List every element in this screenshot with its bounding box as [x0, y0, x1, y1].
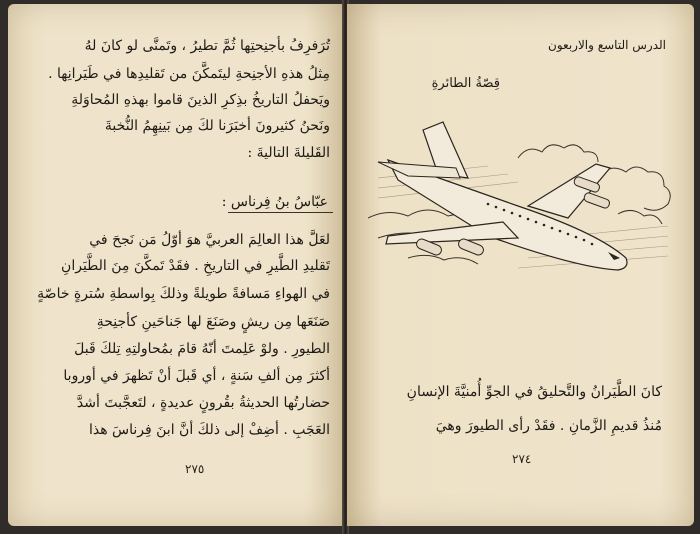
- left-para2-line-2: تَقليدِ الطَّيرِ في التاريخِ . فقَدْ تَمكَّنَ مِنَ الطَّيَرانِ: [61, 258, 330, 274]
- left-para2-line-1: لعَلَّ هذا العالِمَ العربيَّ هوَ أوّلُ مَن نَجحَ في: [89, 232, 330, 248]
- right-para-line-1: كانَ الطَّيَرانُ والتَّحليقُ في الجوِّ أُمنيَّةَ الإنسانِ: [406, 384, 662, 400]
- left-page-number: ٢٧٥: [185, 462, 205, 476]
- left-para2-line-8: العَجَبِ . أضِفْ إلى ذلكَ أنَّ ابنَ فِرناسَ هذا: [88, 422, 330, 438]
- left-para1-line-1: تُرَفرِفُ بأجنِحتِها ثُمَّ تطيرُ ، وتَمنَّى لو كانَ لهُ: [84, 38, 330, 54]
- running-header: الدرس التاسع والاربعون: [548, 38, 666, 52]
- right-para-line-2: مُنذُ قديمِ الزَّمانِ . فقَدْ رأى الطيورَ وهيَ: [435, 418, 662, 434]
- left-para1-line-3: ويَحفلُ التاريخُ بذِكرِ الذينَ قاموا بهذهِ المُحاوَلةِ: [71, 92, 330, 108]
- subheading-underline: [228, 212, 333, 213]
- left-para2-line-6: أكثرَ مِن ألفِ سَنةٍ ، أي قَبلَ أنْ تَظهرَ في أوروبا: [63, 368, 330, 384]
- right-page-number: ٢٧٤: [512, 452, 532, 466]
- left-para2-line-7: حضارتُها الحديثةُ بقُرونٍ عديدةٍ ، لتَعجَّبتَ أشدَّ: [76, 395, 330, 411]
- lesson-title: قِصّةُ الطائرةِ: [431, 76, 500, 91]
- left-para1-line-5: القَليلةَ التاليةَ :: [247, 145, 330, 161]
- left-subheading: عبّاسُ بنُ فِرناس :: [221, 194, 328, 210]
- airplane-illustration: [368, 118, 680, 286]
- left-para2-line-4: صَنَعَها مِن ريشٍ وصَنَعَ لها جَناحَينِ كأجنِحةِ: [96, 314, 330, 330]
- left-para1-line-4: ونَحنُ كثيرونَ أخبَرَنا لكَ مِن بَينِهِمُ النُّخبةَ: [104, 118, 330, 134]
- left-para1-line-2: مِثلُ هذهِ الأجنِحةِ ليتَمكَّنَ من تَقليدِها في طَيَرانِها .: [48, 66, 330, 82]
- left-para2-line-3: في الهواءِ مَسافةً طويلةً وذلكَ بِواسطةِ سُترةٍ خاصّةٍ: [37, 286, 330, 302]
- left-para2-line-5: الطيورِ . ولوْ عَلِمتَ أنّهُ قامَ بمُحاولتِهِ تِلكَ قَبلَ: [74, 341, 330, 357]
